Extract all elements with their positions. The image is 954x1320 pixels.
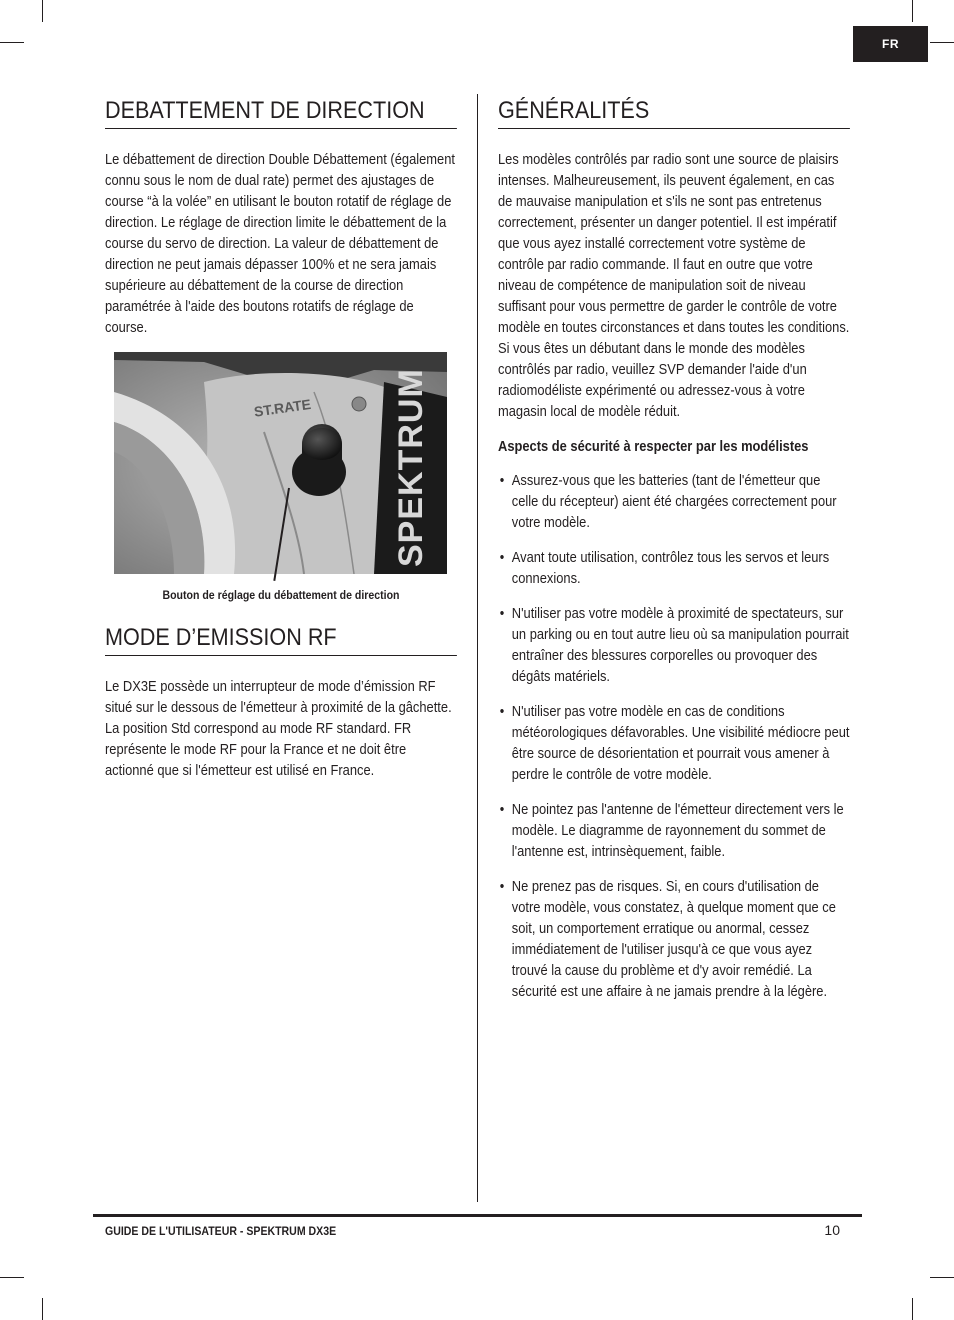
list-item: • Ne prenez pas de risques. Si, en cours d'utilisation de votre modèle, vous constatez, à quelque moment que ce soit, un comportement erratique ou anormal, cessez immédiatement de l'utiliser jusqu'à ce que vous ayez trouvé la cause du problème et d'y avoir remédié. La sécurité est une affaire à ne jamais prendre à la légère. (498, 876, 850, 1002)
crop-mark (930, 42, 954, 43)
footer-rule (93, 1214, 862, 1217)
crop-mark (0, 1277, 24, 1278)
page-number: 10 (824, 1222, 840, 1238)
crop-mark (912, 0, 913, 22)
list-item: • Ne pointez pas l'antenne de l'émetteur directement vers le modèle. Le diagramme de rayonnement du sommet de l'antenne est, intrinsèquement, faible. (498, 799, 850, 862)
section-heading-direction: DEBATTEMENT DE DIRECTION (105, 94, 457, 129)
list-item: • N'utiliser pas votre modèle à proximité de spectateurs, sur un parking ou en tout autre lieu où sa manipulation pourrait entraîner des blessures corporelles ou provoquer des dégâts matériels. (498, 603, 850, 687)
right-column (498, 94, 850, 1016)
crop-mark (42, 0, 43, 22)
footer-title: GUIDE DE L'UTILISATEUR - SPEKTRUM DX3E (105, 1224, 337, 1238)
list-item: • Assurez-vous que les batteries (tant de l'émetteur que celle du récepteur) aient été chargées correctement pour votre modèle. (498, 470, 850, 533)
direction-paragraph: Le débattement de direction Double Débattement (également connu sous le nom de dual rate) permet des ajustages de course “à la volée” en utilisant le bouton rotatif de réglage de direction. Le réglage de direction limite le débattement de la course du servo de direction. La valeur de débattement de direction ne peut jamais dépasser 100% et ne sera jamais supérieure au débattement de la course de direction paramétrée à l'aide des boutons rotatifs de réglage de course. (105, 151, 455, 336)
rf-mode-paragraph: Le DX3E possède un interrupteur de mode d’émission RF situé sur le dessous de l'émetteur à proximité de la gâchette. La position Std correspond au mode RF standard. FR représente le mode RF pour la France et ne doit être actionné que si l'émetteur est utilisé en France. (105, 678, 452, 779)
language-tab: FR (853, 26, 928, 62)
list-item: • N'utiliser pas votre modèle en cas de conditions météorologiques défavorables. Une visibilité médiocre peut être source de désorientation et pourrait vous amener à perdre le contrôle de votre modèle. (498, 701, 850, 785)
crop-mark (42, 1298, 43, 1320)
crop-mark (0, 42, 24, 43)
left-column (105, 94, 457, 338)
list-item: • Avant toute utilisation, contrôlez tous les servos et leurs connexions. (498, 547, 850, 589)
crop-mark (912, 1298, 913, 1320)
left-column-lower (105, 621, 457, 781)
photo-caption: Bouton de réglage du débattement de direction (162, 588, 400, 602)
safety-list (498, 470, 850, 1002)
svg-text:ST.RATE: ST.RATE (252, 395, 312, 420)
section-heading-general: GÉNÉRALITÉS (498, 94, 850, 129)
general-intro: Les modèles contrôlés par radio sont une source de plaisirs intenses. Malheureusement, ils peuvent également, en cas de mauvaise manipulation et s'ils ne sont pas entretenus correctement, présenter un danger potentiel. Il est impératif que vous ayez installé correctement votre système de contrôle par radio commande. Il faut en outre que votre niveau de compétence de manipulation soit de niveau suffisant pour vous permettre de garder le contrôle de votre modèle en toutes circonstances et dans toutes les conditions. Si vous êtes un débutant dans le monde des modèles contrôlés par radio, veuillez SVP demander l'aide d'un radiomodéliste expérimenté ou adressez-vous à votre magasin local de modèle réduit. (498, 151, 850, 420)
svg-text:SPEKTRUM: SPEKTRUM (392, 368, 430, 567)
safety-subheading: Aspects de sécurité à respecter par les modélistes (498, 438, 809, 455)
column-divider (477, 94, 478, 1202)
section-heading-rf-mode: MODE D’EMISSION RF (105, 621, 457, 656)
crop-mark (930, 1277, 954, 1278)
